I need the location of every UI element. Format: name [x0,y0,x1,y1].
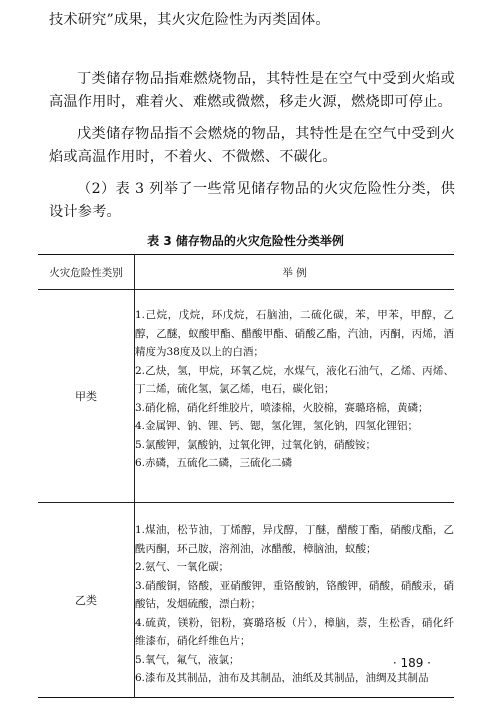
example-item: 3.硝化棉，硝化纤维胶片，喷漆棉，火胶棉，赛璐珞棉，黄磷； [135,401,429,414]
example-item: 6.赤磷，五硫化二磷，三硫化二磷 [135,457,293,469]
examples-cell [135,290,455,503]
paragraph-class-ding: 丁类储存物品指难燃烧物品，其特性是在空气中受到火焰或高温作用时，难着火、难燃或微燃，移走火源，燃烧即可停止。 [49,71,455,110]
page-number: · 189 · [392,656,431,670]
example-item: 4.硫黄，镁粉，铝粉，赛璐珞板（片），樟脑，萘，生松香，硝化纤维漆布，硝化纤维色片； [135,616,454,647]
example-item: 4.金属钾、钠、锂、钙、锶，氢化锂，氢化钠，四氢化锂铝； [135,420,419,432]
example-item: 2.氨气、一氧化碳； [135,561,230,573]
paragraph-class-wu: 戊类储存物品指不会燃烧的物品，其特性是在空气中受到火焰或高温作用时，不着火、不微燃、不碳化。 [49,126,455,165]
table-row [38,503,454,698]
classification-table [38,254,454,698]
example-item: 5.氧气，氟气，液氯； [135,653,240,666]
paragraph-table-intro: （2）表 3 列举了一些常见储存物品的火灾危险性分类，供设计参考。 [49,181,455,220]
header-category: 火灾危险性类别 [38,255,135,290]
table-caption: 表 3 储存物品的火灾危险性分类举例 [147,234,344,248]
example-item: 1.己烷，戊烷，环戊烷，石脑油，二硫化碳，苯，甲苯，甲醇，乙醇，乙醚，蚁酸甲酯、醋酸甲酯、硝酸乙酯，汽油，丙酮，丙烯，酒精度为38度及以上的白酒； [135,309,454,358]
table-header-row [38,255,454,290]
header-examples: 举 例 [135,255,455,290]
table-row [38,290,454,503]
example-item: 2.乙炔，氢，甲烷，环氧乙烷，水煤气，液化石油气，乙烯、丙烯、丁二烯，硫化氢，氯乙烯，电石，碳化铝； [135,364,454,395]
example-item: 6.漆布及其制品，油布及其制品，油纸及其制品，油绸及其制品 [135,672,429,684]
example-item: 1.煤油，松节油，丁烯醇，异戊醇，丁醚，醋酸丁酯，硝酸戊酯，乙酰丙酮，环己胺，溶剂油，冰醋酸，樟脑油，蚁酸； [135,524,454,555]
category-cell: 乙类 [38,503,135,698]
paragraph-continuation: 技术研究”成果，其火灾危险性为丙类固体。 [49,12,330,28]
category-cell: 甲类 [38,290,135,503]
example-item: 3.硝酸铜，铬酸，亚硝酸钾，重铬酸钠，铬酸钾，硝酸，硝酸汞，硝酸钴，发烟硫酸，漂白粉； [135,579,454,610]
example-item: 5.氯酸钾，氯酸钠，过氧化钾，过氧化钠，硝酸铵； [135,438,377,451]
